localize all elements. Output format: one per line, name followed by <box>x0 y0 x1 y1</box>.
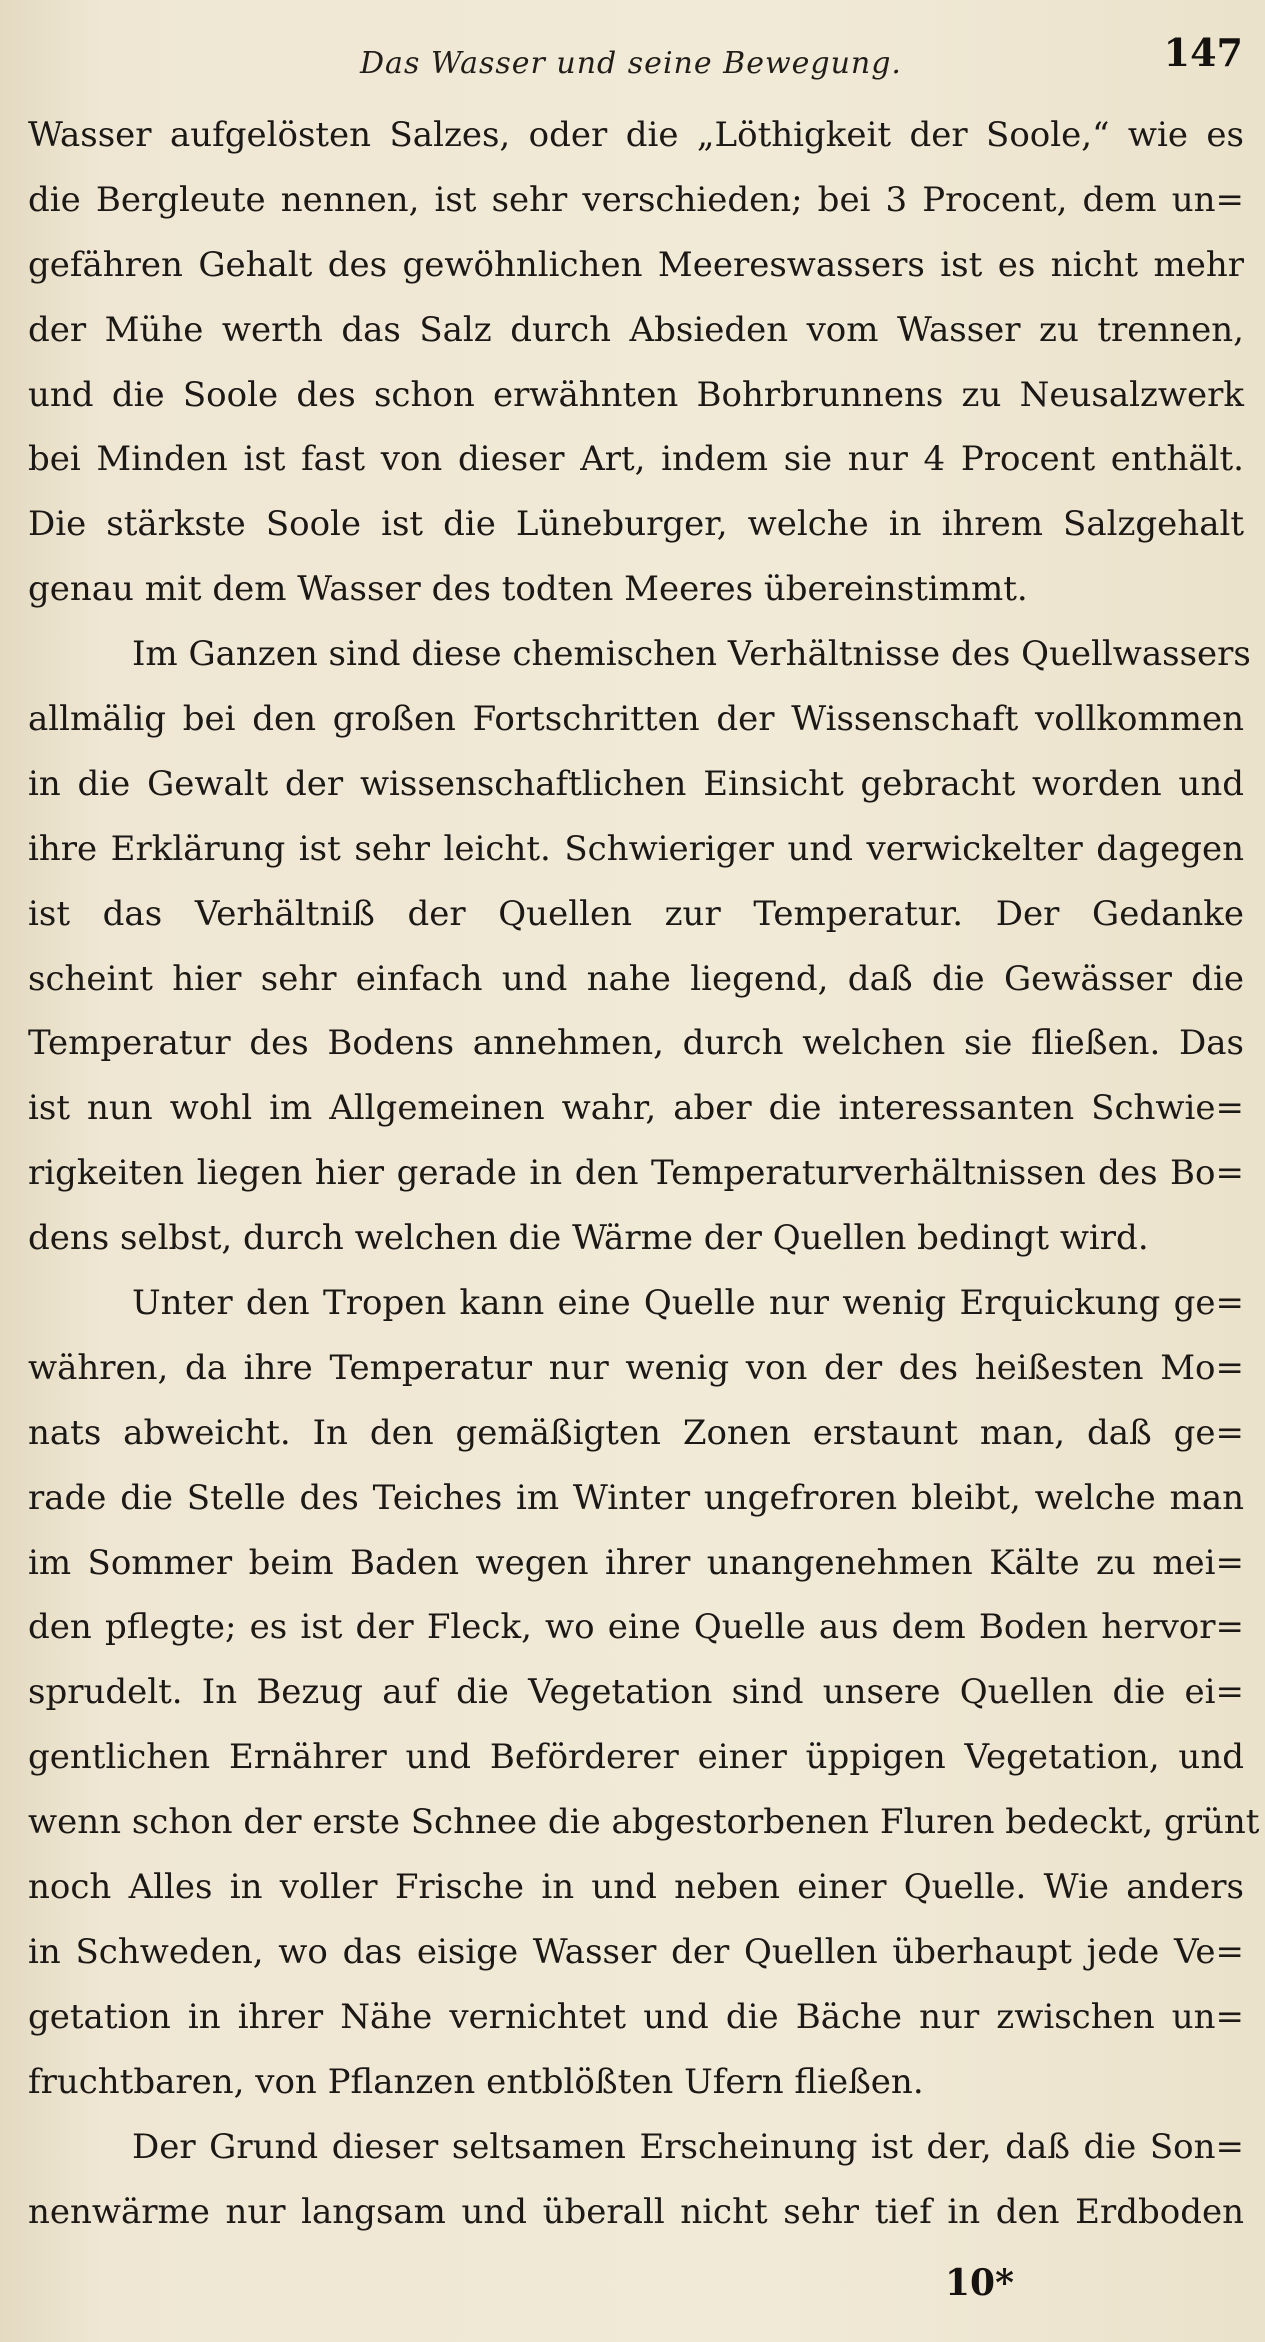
text-line: Unter den Tropen kann eine Quelle nur wenig Erquickung ge= <box>132 1283 1244 1324</box>
text-line: wenn schon der erste Schnee die abgestorbenen Fluren bedeckt, grünt <box>28 1802 1260 1843</box>
text-line: ist das Verhältniß der Quellen zur Temperatur. Der Gedanke <box>28 893 1244 934</box>
text-line: nats abweicht. In den gemäßigten Zonen erstaunt man, daß ge= <box>28 1412 1244 1453</box>
text-line: Die stärkste Soole ist die Lüneburger, welche in ihrem Salzgehalt <box>28 504 1244 545</box>
page-number: 147 <box>1163 30 1243 75</box>
text-line: dens selbst, durch welchen die Wärme der Quellen bedingt wird. <box>28 1218 1149 1259</box>
text-line: noch Alles in voller Frische in und neben einer Quelle. Wie anders <box>28 1867 1244 1908</box>
text-line: der Mühe werth das Salz durch Absieden vom Wasser zu trennen, <box>28 309 1244 350</box>
text-line: bei Minden ist fast von dieser Art, indem sie nur 4 Procent enthält. <box>28 439 1244 480</box>
text-line: und die Soole des schon erwähnten Bohrbrunnens zu Neusalzwerk <box>28 374 1244 415</box>
text-line: den pflegte; es ist der Fleck, wo eine Quelle aus dem Boden hervor= <box>28 1607 1244 1648</box>
text-line: die Bergleute nennen, ist sehr verschieden; bei 3 Procent, dem un= <box>28 179 1244 220</box>
text-line: währen, da ihre Temperatur nur wenig von der des heißesten Mo= <box>28 1347 1244 1388</box>
text-line: getation in ihrer Nähe vernichtet und die Bäche nur zwischen un= <box>28 1996 1244 2037</box>
running-head: Das Wasser und seine Bewegung. <box>360 46 902 81</box>
text-line: Der Grund dieser seltsamen Erscheinung ist der, daß die Son= <box>132 2126 1244 2167</box>
text-line: gentlichen Ernährer und Beförderer einer üppigen Vegetation, und <box>28 1737 1244 1778</box>
text-line: rade die Stelle des Teiches im Winter ungefroren bleibt, welche man <box>28 1477 1244 1518</box>
text-line: nenwärme nur langsam und überall nicht sehr tief in den Erdboden <box>28 2191 1244 2232</box>
text-line: Im Ganzen sind diese chemischen Verhältnisse des Quellwassers <box>132 634 1251 675</box>
text-line: genau mit dem Wasser des todten Meeres übereinstimmt. <box>28 569 1028 610</box>
text-line: Wasser aufgelösten Salzes, oder die „Löthigkeit der Soole,“ wie es <box>28 115 1244 155</box>
text-line: in die Gewalt der wissenschaftlichen Einsicht gebracht worden und <box>28 763 1244 804</box>
text-line: rigkeiten liegen hier gerade in den Temperaturverhältnissen des Bo= <box>28 1153 1244 1194</box>
text-line: in Schweden, wo das eisige Wasser der Quellen überhaupt jede Ve= <box>28 1931 1244 1972</box>
text-line: im Sommer beim Baden wegen ihrer unangenehmen Kälte zu mei= <box>28 1542 1244 1583</box>
text-line: allmälig bei den großen Fortschritten der Wissenschaft vollkommen <box>28 699 1244 740</box>
text-line: scheint hier sehr einfach und nahe liegend, daß die Gewässer die <box>28 958 1244 999</box>
text-line: sprudelt. In Bezug auf die Vegetation sind unsere Quellen die ei= <box>28 1672 1244 1713</box>
text-line: ihre Erklärung ist sehr leicht. Schwieriger und verwickelter dagegen <box>28 828 1244 869</box>
text-line: ist nun wohl im Allgemeinen wahr, aber die interessanten Schwie= <box>28 1088 1244 1129</box>
signature-mark: 10* <box>945 2262 1014 2304</box>
text-line: fruchtbaren, von Pflanzen entblößten Ufern fließen. <box>28 2061 924 2102</box>
text-line: gefähren Gehalt des gewöhnlichen Meereswassers ist es nicht mehr <box>28 244 1244 285</box>
text-line: Temperatur des Bodens annehmen, durch welchen sie fließen. Das <box>28 1023 1244 1064</box>
body-text <box>28 103 1260 2244</box>
